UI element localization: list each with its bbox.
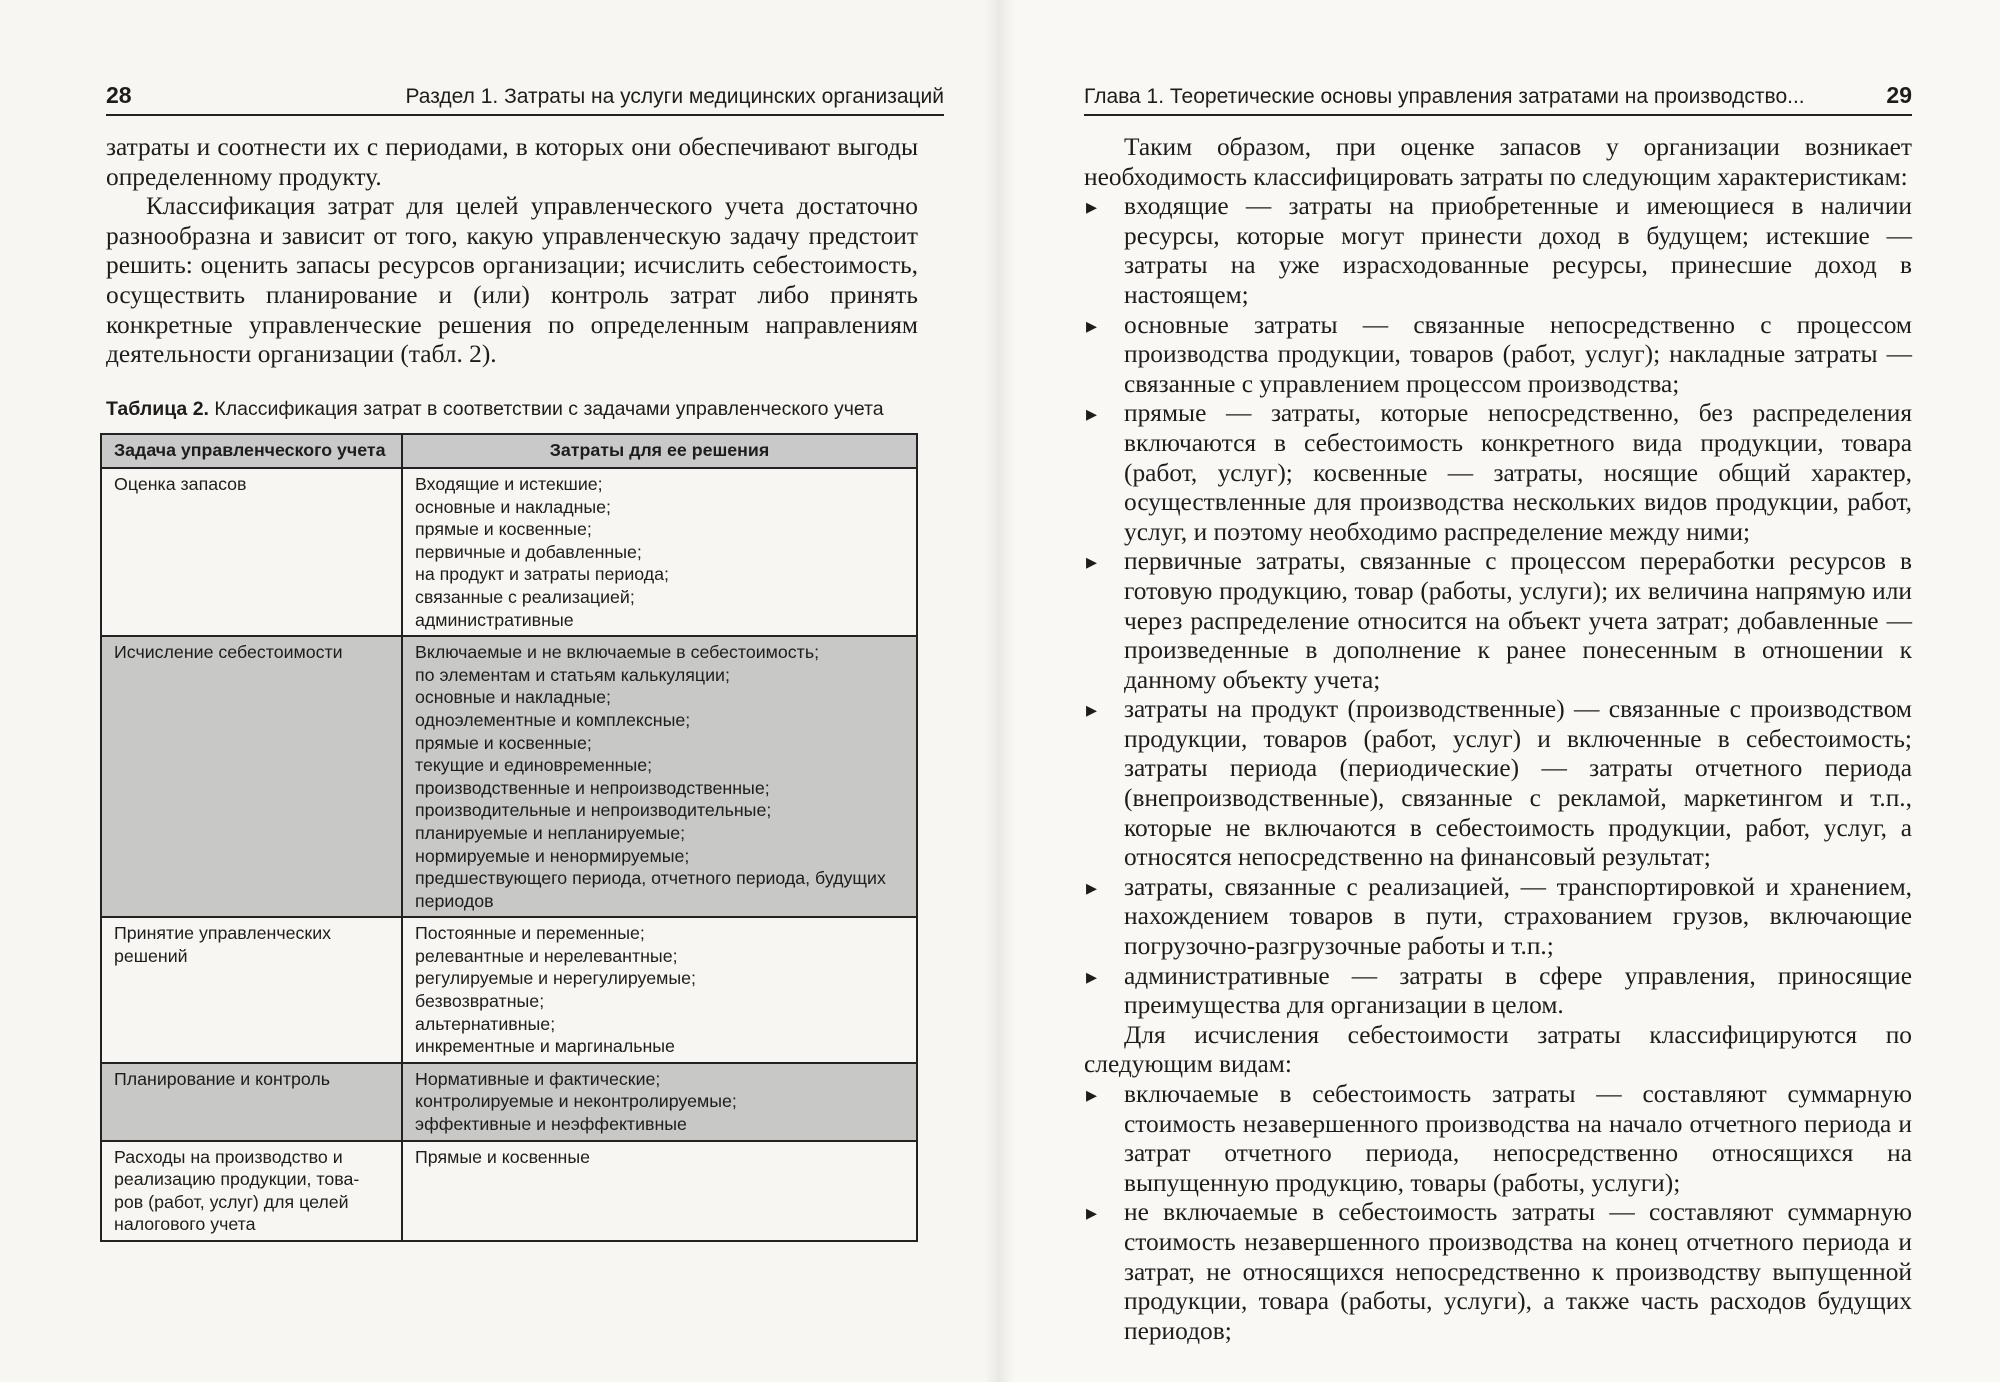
cell-line: Планирование и контроль: [114, 1068, 331, 1089]
cell-line: Нормативные и фактические;: [415, 1068, 661, 1089]
cell-line: прямые и косвенные;: [415, 732, 592, 753]
list-item: ▸ затраты, связанные с реализацией, — транспортировкой и хранением, нахождением товаров в пути, страхованием грузов, включающие погрузочно-разгрузочные работы и т.п.;: [1084, 873, 1912, 962]
table-row: [101, 1063, 917, 1141]
cell-line: связанные с реализацией;: [415, 586, 635, 607]
cell-line: Принятие управленческих: [114, 923, 332, 944]
task-cell: [101, 468, 402, 636]
list-item: ▸ затраты на продукт (производственные) — связанные с производством продукции, товаров (работ, услуг) и включенные в себестоимость; затраты периода (периодические) — затраты отчетного периода (внепроизводственные), связанные с рекламой, маркетингом и т.п., которые не включаются в себестоимость продукции, работ, услуг, а относятся непосредственно на финансовый результат;: [1084, 695, 1912, 873]
cell-line: текущие и единовременные;: [415, 755, 653, 776]
cell-line: Исчисление себестоимости: [114, 642, 343, 663]
cell-line: по элементам и статьям калькуляции;: [415, 664, 730, 685]
list-item: ▸ первичные затраты, связанные с процессом переработки ресурсов в готовую продукцию, товар (работы, услуги); их величина напрямую или через распределение относится на объект учета затрат; добавленные — произведенные в дополнение к ранее понесенным в отношении к данному объекту учета;: [1084, 547, 1912, 695]
right-body: [1084, 133, 1912, 1346]
cell-line: Постоянные и переменные;: [415, 923, 645, 944]
table-caption-text: Классификация затрат в соответствии с задачами управленческого учета: [214, 398, 884, 420]
page-number: 29: [1886, 82, 1912, 108]
continuation-text: затраты и соотнести их с периодами, в которых они обеспечивают выгоды определенному продукту.: [106, 133, 918, 191]
right-running-header: [1084, 80, 1912, 116]
costs-cell: [402, 1063, 917, 1141]
costs-cell: [402, 636, 917, 917]
table-row: [101, 468, 917, 636]
cell-line: реализацию продукции, това-: [114, 1169, 360, 1190]
cell-line: Прямые и косвенные: [415, 1146, 591, 1167]
list-item: ▸ входящие — затраты на приобретенные и имеющиеся в наличии ресурсы, которые могут принести доход в будущем; истекшие — затраты на уже израсходованные ресурсы, принесшие доход в настоящем;: [1084, 192, 1912, 310]
cell-line: основные и накладные;: [415, 496, 611, 517]
cell-line: предшествующего периода, отчетного периода, будущих: [415, 868, 886, 889]
costs-cell: [402, 1141, 917, 1241]
cell-line: нормируемые и ненормируемые;: [415, 845, 690, 866]
cell-line: регулируемые и нерегулируемые;: [415, 968, 696, 989]
cell-line: Входящие и истекшие;: [415, 474, 603, 494]
costing-list: [1084, 1080, 1912, 1346]
cell-line: одноэлементные и комплексные;: [415, 709, 691, 730]
book-gutter: [985, 0, 1015, 1382]
table-row: [101, 636, 917, 917]
task-cell: [101, 917, 402, 1063]
cell-line: безвозвратные;: [415, 991, 545, 1012]
costs-cell: [402, 468, 917, 636]
left-running-header: [106, 80, 944, 116]
list-item: ▸ административные — затраты в сфере управления, приносящие преимущества для организации в целом.: [1084, 962, 1912, 1021]
right-page: [1000, 0, 2000, 1382]
paragraph: Для исчисления себестоимости затраты классифицируются по следующим видам:: [1084, 1020, 1912, 1079]
cell-line: эффективные и неэффективные: [415, 1114, 687, 1135]
cell-line: на продукт и затраты периода;: [415, 564, 669, 585]
classification-table: [100, 433, 918, 1242]
cell-line: первичные и добавленные;: [415, 541, 642, 562]
cell-line: Расходы на производство и: [114, 1146, 343, 1167]
column-header: Затраты для ее решения: [402, 434, 917, 468]
list-item: ▸ включаемые в себестоимость затраты — составляют суммарную стоимость незавершенного производства на начало отчетного периода и затрат отчетного периода, непосредственно относящихся на выпущенную продукцию, товары (работы, услуги);: [1084, 1080, 1912, 1198]
intro-paragraph: Таким образом, при оценке запасов у организации возникает необходимость классифицировать затраты по следующим характеристикам:: [1084, 133, 1912, 191]
cell-line: прямые и косвенные;: [415, 519, 592, 540]
cell-line: релевантные и нерелевантные;: [415, 945, 678, 966]
cell-line: Включаемые и не включаемые в себестоимость;: [415, 642, 820, 663]
table-row: [101, 917, 917, 1063]
paragraph: Классификация затрат для целей управленческого учета достаточно разнообразна и зависит от того, какую управленческую задачу предстоит решить: оценить запасы ресурсов организации; исчислить себестоимость, осуществить планирование и (или) контроль затрат либо принять конкретные управленческие решения по определенным направлениям деятельности организации (табл. 2).: [106, 192, 918, 369]
table-caption: [106, 398, 884, 421]
cell-line: контролируемые и неконтролируемые;: [415, 1091, 737, 1112]
column-header: Задача управленческого учета: [101, 434, 402, 468]
cell-line: решений: [114, 945, 188, 966]
costs-cell: [402, 917, 917, 1063]
cell-line: налогового учета: [114, 1214, 256, 1235]
page-number: 28: [106, 82, 132, 108]
cell-line: Оценка запасов: [114, 474, 247, 494]
cell-line: основные и накладные;: [415, 687, 611, 708]
list-item: ▸ не включаемые в себестоимость затраты — составляют суммарную стоимость незавершенного производства на конец отчетного периода и затрат, не относящихся непосредственно к производству выпущенной продукции, товара (работы, услуги), а также часть расходов будущих периодов;: [1084, 1198, 1912, 1346]
cell-line: производственные и непроизводственные;: [415, 777, 770, 798]
cell-line: планируемые и непланируемые;: [415, 822, 686, 843]
characteristics-list: [1084, 192, 1912, 1021]
table-header-row: [101, 434, 917, 468]
task-cell: [101, 1141, 402, 1241]
cell-line: альтернативные;: [415, 1013, 556, 1034]
table-caption-label: Таблица 2.: [106, 398, 209, 420]
cell-line: инкрементные и маргинальные: [415, 1036, 675, 1057]
cell-line: ров (работ, услуг) для целей: [114, 1191, 349, 1212]
cell-line: производительные и непроизводительные;: [415, 800, 772, 821]
list-item: ▸ прямые — затраты, которые непосредственно, без распределения включаются в себестоимость конкретного вида продукции, товара (работ, услуг); косвенные — затраты, носящие общий характер, осуществленные для производства нескольких видов продукции, работ, услуг, и поэтому необходимо распределение между ними;: [1084, 399, 1912, 547]
list-item: ▸ основные затраты — связанные непосредственно с процессом производства продукции, товаров (работ, услуг); накладные затраты — связанные с управлением процессом производства;: [1084, 311, 1912, 400]
header-title: Раздел 1. Затраты на услуги медицинских организаций: [405, 85, 944, 108]
task-cell: [101, 1063, 402, 1141]
cell-line: административные: [415, 609, 574, 630]
task-cell: [101, 636, 402, 917]
header-title: Глава 1. Теоретические основы управления затратами на производство...: [1084, 85, 1805, 108]
left-body: [106, 133, 918, 370]
cell-line: периодов: [415, 890, 494, 911]
table-row: [101, 1141, 917, 1241]
